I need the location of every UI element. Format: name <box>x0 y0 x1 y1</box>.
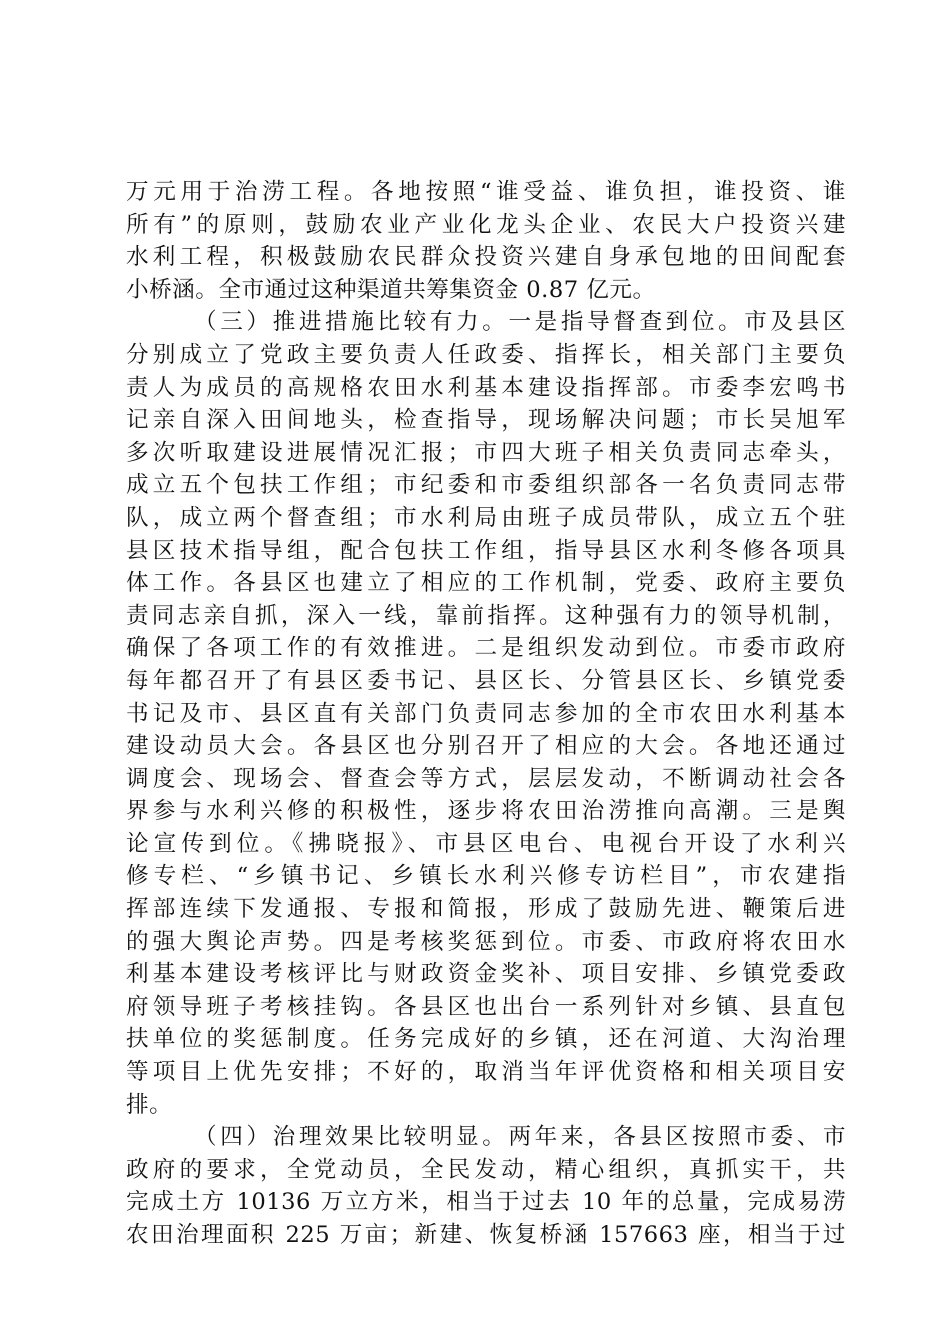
text-line: 万元用于治涝工程。各地按照“谁受益、谁负担，谁投资、谁 <box>126 179 846 205</box>
text-line: 的强大舆论声势。四是考核奖惩到位。市委、市政府将农田水 <box>126 928 846 955</box>
text-line: 水利工程，积极鼓励农民群众投资兴建自身承包地的田间配套 <box>126 244 846 271</box>
text-line: 每年都召开了有县区委书记、县区长、分管县区长、乡镇党委 <box>126 667 846 694</box>
text-line: 分别成立了党政主要负责人任政委、指挥长，相关部门主要负 <box>126 341 846 368</box>
text-line: 等项目上优先安排；不好的，取消当年评优资格和相关项目安 <box>126 1059 846 1086</box>
text-line: 农田治理面积 225 万亩；新建、恢复桥涵 157663 座，相当于过 <box>126 1222 846 1248</box>
paragraph-start-line: （四）治理效果比较明显。两年来，各县区按照市委、市 <box>194 1124 846 1151</box>
text-line: 政府的要求，全党动员，全民发动，精心组织，真抓实干，共 <box>126 1156 846 1183</box>
text-line: 利基本建设考核评比与财政资金奖补、项目安排、乡镇党委政 <box>126 961 846 988</box>
text-line: 小桥涵。全市通过这种渠道共筹集资金 0.87 亿元。 <box>126 276 656 303</box>
text-line: 论宣传到位。《拂晓报》、市县区电台、电视台开设了水利兴 <box>126 830 846 857</box>
text-line: 建设动员大会。各县区也分别召开了相应的大会。各地还通过 <box>126 733 846 760</box>
text-line: 扶单位的奖惩制度。任务完成好的乡镇，还在河道、大沟治理 <box>126 1026 846 1053</box>
text-line: 责同志亲自抓，深入一线，靠前指挥。这种强有力的领导机制， <box>126 602 846 629</box>
document-body <box>126 176 846 1252</box>
paragraph-start-line: （三）推进措施比较有力。一是指导督查到位。市及县区 <box>194 309 846 336</box>
text-line: 多次听取建设进展情况汇报；市四大班子相关负责同志牵头， <box>126 439 846 466</box>
text-line: 府领导班子考核挂钩。各县区也出台一系列针对乡镇、县直包 <box>126 993 846 1020</box>
text-line: 完成土方 10136 万立方米，相当于过去 10 年的总量，完成易涝 <box>126 1189 846 1216</box>
text-line: 责人为成员的高规格农田水利基本建设指挥部。市委李宏鸣书 <box>126 374 846 401</box>
text-line: 队，成立两个督查组；市水利局由班子成员带队，成立五个驻 <box>126 504 846 531</box>
text-line: 界参与水利兴修的积极性，逐步将农田治涝推向高潮。三是舆 <box>126 798 846 825</box>
text-line: 记亲自深入田间地头，检查指导，现场解决问题；市长吴旭军 <box>126 407 846 434</box>
text-line: 体工作。各县区也建立了相应的工作机制，党委、政府主要负 <box>126 570 846 597</box>
text-line: 确保了各项工作的有效推进。二是组织发动到位。市委市政府 <box>126 635 846 662</box>
text-line: 所有”的原则，鼓励农业产业化龙头企业、农民大户投资兴建 <box>126 211 846 238</box>
text-line: 排。 <box>126 1091 173 1118</box>
text-line: 调度会、现场会、督查会等方式，层层发动，不断调动社会各 <box>126 765 846 792</box>
text-line: 县区技术指导组，配合包扶工作组，指导县区水利冬修各项具 <box>126 537 846 564</box>
text-line: 挥部连续下发通报、专报和简报，形成了鼓励先进、鞭策后进 <box>126 896 846 923</box>
text-line: 修专栏、“乡镇书记、乡镇长水利兴修专访栏目”，市农建指 <box>126 863 846 890</box>
text-line: 成立五个包扶工作组；市纪委和市委组织部各一名负责同志带 <box>126 472 846 499</box>
text-line: 书记及市、县区直有关部门负责同志参加的全市农田水利基本 <box>126 700 846 727</box>
